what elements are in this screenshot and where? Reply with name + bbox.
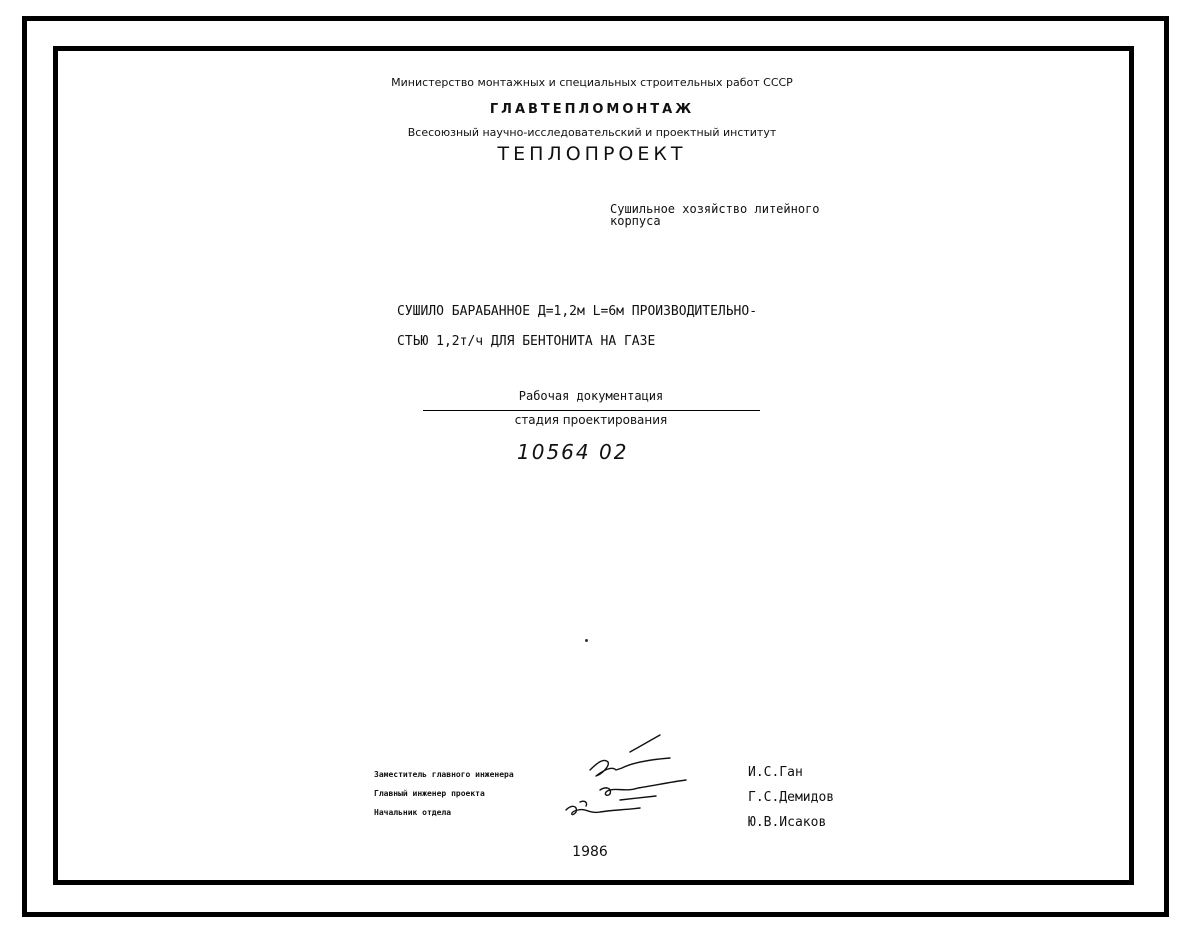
signatory-positions [374, 765, 514, 822]
position-2: Главный инженер проекта [374, 789, 485, 798]
speck-dot [585, 639, 588, 642]
title-line-2: СТЬЮ 1,2т/ч ДЛЯ БЕНТОНИТА НА ГАЗЕ [397, 334, 656, 349]
design-stage: стадия проектирования [514, 413, 668, 427]
document-title [397, 297, 757, 357]
name-3: Ю.В.Исаков [748, 815, 827, 830]
position-3: Начальник отдела [374, 808, 452, 817]
name-1: И.С.Ган [748, 765, 803, 780]
handwritten-signatures [560, 730, 700, 825]
ministry-name: Министерство монтажных и специальных строительных работ СССР [391, 76, 793, 89]
institute-name: ТЕПЛОПРОЕКТ [497, 143, 687, 165]
documentation-type: Рабочая документация [518, 389, 664, 403]
document-number: 10564 02 [517, 440, 629, 464]
year: 1986 [572, 844, 608, 860]
object-line-1: Сушильное хозяйство литейного [610, 202, 820, 216]
object-name [610, 203, 820, 227]
title-line-1: СУШИЛО БАРАБАННОЕ Д=1,2м L=6м ПРОИЗВОДИТЕЛЬНО- [397, 304, 758, 319]
divider-line [423, 410, 760, 411]
signatory-names [748, 760, 834, 835]
glavk-name: ГЛАВТЕПЛОМОНТАЖ [489, 102, 695, 117]
name-2: Г.С.Демидов [748, 790, 835, 805]
position-1: Заместитель главного инженера [374, 770, 514, 779]
object-line-2: корпуса [610, 214, 661, 228]
institute-description: Всесоюзный научно-исследовательский и проектный институт [407, 126, 777, 139]
